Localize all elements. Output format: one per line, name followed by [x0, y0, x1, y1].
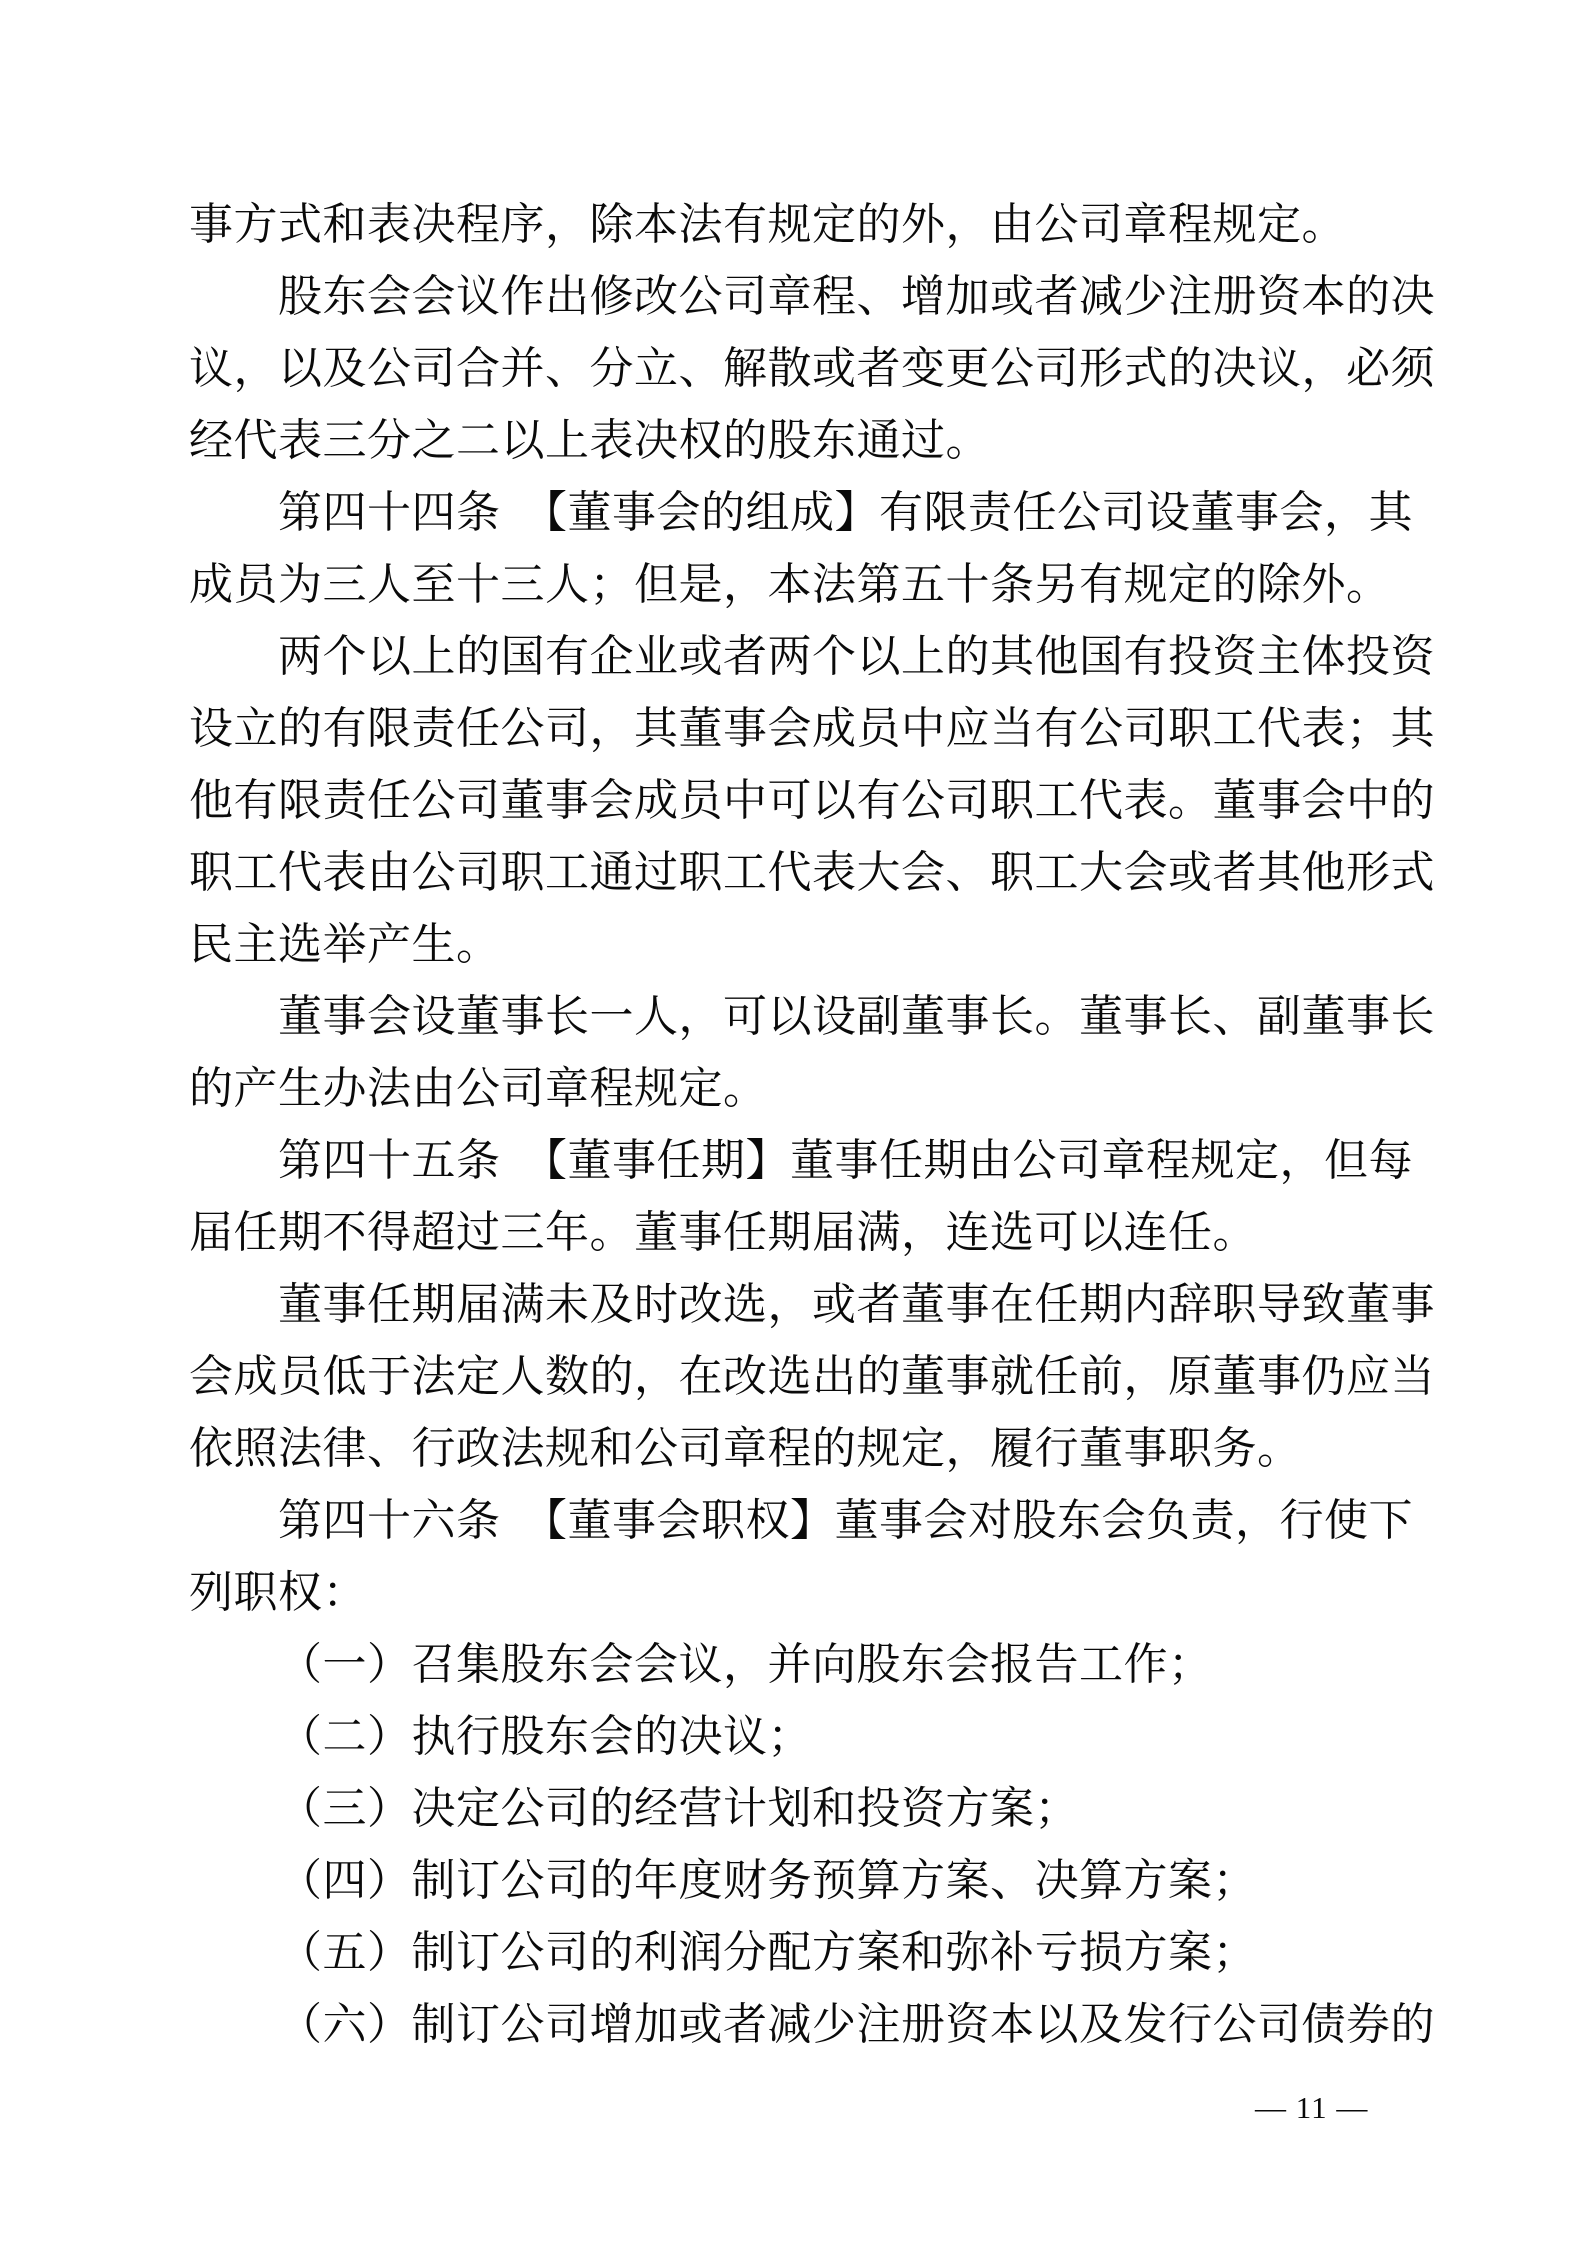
text-line: 股东会会议作出修改公司章程、增加或者减少注册资本的决: [278, 272, 1435, 321]
page-number: — 11 —: [1255, 2090, 1369, 2125]
text-line: （四）制订公司的年度财务预算方案、决算方案；: [278, 1856, 1257, 1905]
document-body: [189, 189, 1449, 2061]
text-line: 第四十四条 【董事会的组成】有限责任公司设董事会，其: [278, 488, 1413, 537]
text-line: 董事任期届满未及时改选，或者董事在任期内辞职导致董事: [278, 1280, 1435, 1329]
text-line: 第四十六条 【董事会职权】董事会对股东会负责，行使下: [278, 1496, 1413, 1545]
text-line: 会成员低于法定人数的，在改选出的董事就任前，原董事仍应当: [189, 1352, 1435, 1401]
text-line: 届任期不得超过三年。董事任期届满，连选可以连任。: [189, 1208, 1257, 1257]
text-line: （五）制订公司的利润分配方案和弥补亏损方案；: [278, 1928, 1257, 1977]
text-line: 议，以及公司合并、分立、解散或者变更公司形式的决议，必须: [189, 344, 1435, 393]
text-line: 成员为三人至十三人；但是，本法第五十条另有规定的除外。: [189, 560, 1391, 609]
text-line: 列职权：: [189, 1568, 367, 1617]
text-line: 的产生办法由公司章程规定。: [189, 1064, 768, 1113]
text-line: （六）制订公司增加或者减少注册资本以及发行公司债券的: [278, 2000, 1435, 2049]
text-line: 他有限责任公司董事会成员中可以有公司职工代表。董事会中的: [189, 776, 1435, 825]
text-line: 第四十五条 【董事任期】董事任期由公司章程规定，但每: [278, 1136, 1413, 1185]
text-line: 事方式和表决程序，除本法有规定的外，由公司章程规定。: [189, 200, 1346, 249]
text-line: 两个以上的国有企业或者两个以上的其他国有投资主体投资: [278, 632, 1435, 681]
text-line: （二）执行股东会的决议；: [278, 1712, 812, 1761]
text-line: 董事会设董事长一人，可以设副董事长。董事长、副董事长: [278, 992, 1435, 1041]
text-line: 设立的有限责任公司，其董事会成员中应当有公司职工代表；其: [189, 704, 1435, 753]
text-line: 职工代表由公司职工通过职工代表大会、职工大会或者其他形式: [189, 848, 1435, 897]
text-line: 依照法律、行政法规和公司章程的规定，履行董事职务。: [189, 1424, 1302, 1473]
text-line: 民主选举产生。: [189, 920, 501, 969]
text-line: （三）决定公司的经营计划和投资方案；: [278, 1784, 1079, 1833]
text-line: （一）召集股东会会议，并向股东会报告工作；: [278, 1640, 1213, 1689]
text-line: 经代表三分之二以上表决权的股东通过。: [189, 416, 990, 465]
